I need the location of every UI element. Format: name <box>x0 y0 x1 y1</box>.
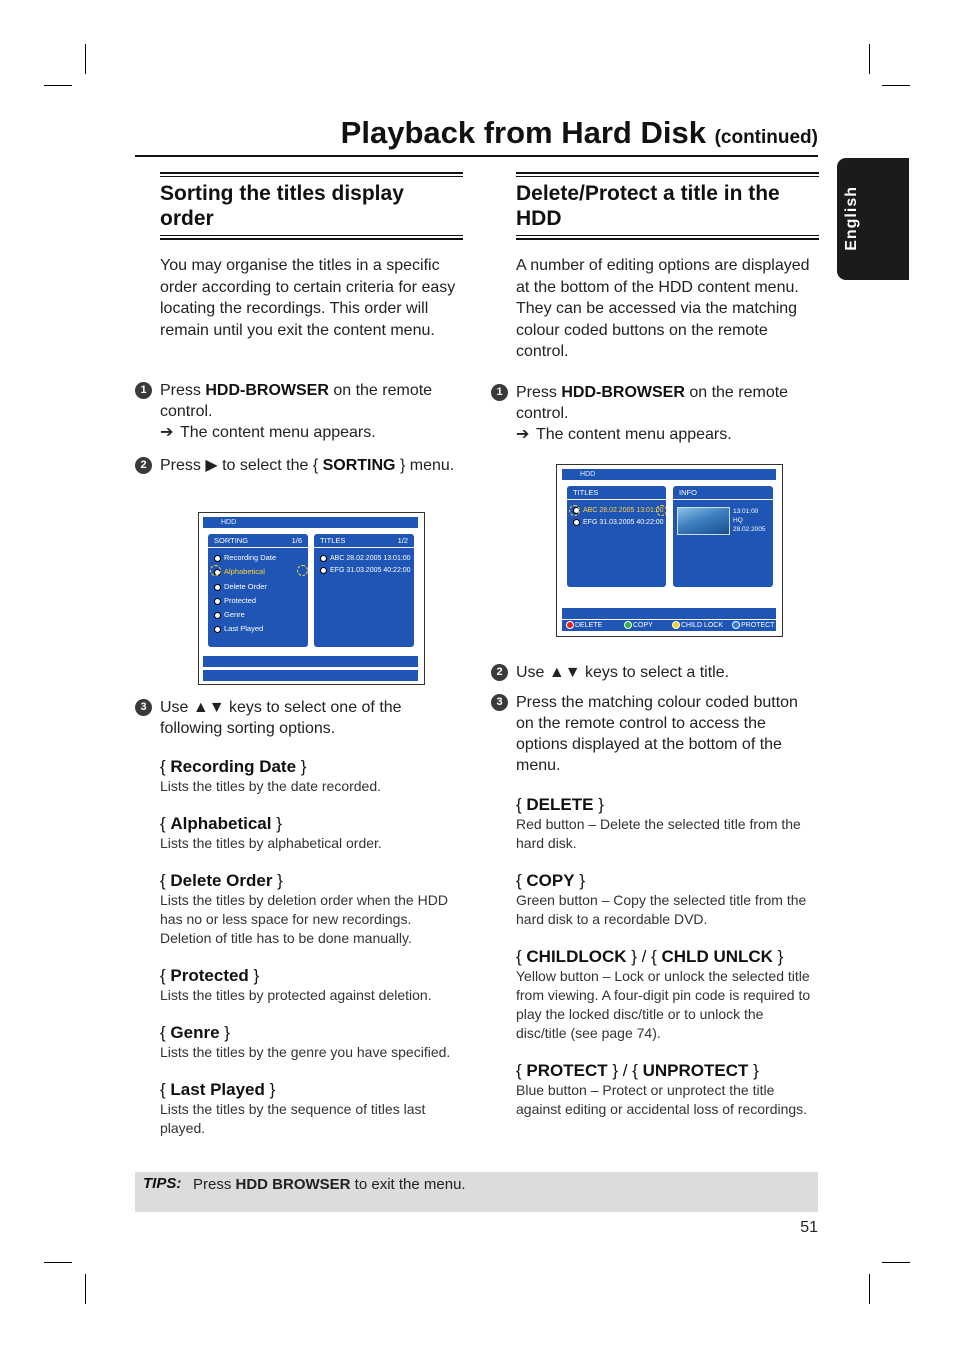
cursor-icon <box>569 505 580 516</box>
section-heading-text: Sorting the titles display order <box>160 182 404 230</box>
sort-option-delete-order: { Delete Order } Lists the titles by deletion order when the HDD has no or less space for new recordings. Deletion of title has to be done manually. <box>160 871 448 946</box>
osd-info-time: 13:01:00 <box>733 508 759 515</box>
play-right-icon: ▶ <box>205 457 218 474</box>
step-number: 3 <box>135 699 152 716</box>
title-continued: (continued) <box>714 127 818 148</box>
osd-sort-item: Protected <box>214 596 256 606</box>
osd-panel-header: SORTING 1/6 <box>208 534 308 548</box>
osd-info-date: 28.02.2005 <box>733 526 766 533</box>
section-heading-text: Delete/Protect a title in the HDD <box>516 182 780 230</box>
yellow-button-icon <box>672 621 680 629</box>
osd-sort-item: Delete Order <box>214 582 267 592</box>
tips-label: TIPS: <box>143 1175 182 1192</box>
delete-intro: A number of editing options are displayed at the bottom of the HDD content menu. They can be accessed via the matching colour coded buttons on the remote control. <box>516 257 810 361</box>
cursor-icon <box>656 505 667 516</box>
step-number: 2 <box>135 457 152 474</box>
page-title: Playback from Hard Disk (continued) <box>340 115 818 150</box>
sorting-menu-screenshot <box>198 512 425 685</box>
language-tab <box>837 158 909 280</box>
title-rule <box>135 155 818 157</box>
osd-bottom-bar <box>562 608 776 619</box>
osd-protect-button: PROTECT <box>732 620 774 631</box>
sort-option-alphabetical: { Alphabetical } Lists the titles by alphabetical order. <box>160 814 382 851</box>
tips-box <box>135 1172 818 1212</box>
step-number: 1 <box>491 384 508 401</box>
osd-title-row: ABC 28.02.2005 13:01:00 <box>320 554 411 564</box>
delete-step-2: 2 Use ▲▼ keys to select a title. <box>516 662 821 683</box>
crop-mark <box>85 44 86 74</box>
sorting-step-3: 3 Use ▲▼ keys to select one of the following sorting options. <box>160 697 465 739</box>
osd-info-panel <box>673 486 773 587</box>
crop-mark <box>85 1274 86 1304</box>
osd-panel-header: TITLES 1/2 <box>314 534 414 548</box>
edit-option-childlock: { CHILDLOCK } / { CHLD UNLCK } Yellow button – Lock or unlock the selected title from viewing. A four-digit pin code is required to play the locked disc/title or to unlock the disc/title (see page 74). <box>516 947 811 1041</box>
osd-panel-header: INFO <box>673 486 773 500</box>
osd-titles-panel <box>314 534 414 647</box>
edit-option-copy: { COPY } Green button – Copy the selected title from the hard disk to a recordable DVD. <box>516 871 807 927</box>
osd-sorting-panel <box>208 534 308 647</box>
osd-childlock-button: CHILD LOCK <box>672 620 723 631</box>
edit-option-protect: { PROTECT } / { UNPROTECT } Blue button – Protect or unprotect the title against editing or accidental loss of recordings. <box>516 1061 808 1117</box>
edit-option-delete: { DELETE } Red button – Delete the selected title from the hard disk. <box>516 795 801 851</box>
crop-mark <box>869 1274 870 1304</box>
osd-sort-item: Last Played <box>214 624 263 634</box>
page-number: 51 <box>800 1219 818 1236</box>
title-thumbnail <box>677 507 730 535</box>
osd-title-row: EFG 31.03.2005 40:22:00 <box>320 566 411 576</box>
result-arrow-icon: ➔ <box>516 426 530 443</box>
crop-mark <box>44 1262 72 1263</box>
section-heading-sorting <box>160 172 463 240</box>
cursor-icon <box>210 565 221 576</box>
sort-option-recording-date: { Recording Date } Lists the titles by the date recorded. <box>160 757 382 794</box>
blue-button-icon <box>732 621 740 629</box>
crop-mark <box>882 85 910 86</box>
step-number: 3 <box>491 694 508 711</box>
osd-info-quality: HQ <box>733 517 743 524</box>
osd-button-bar <box>562 620 776 631</box>
sorting-step-1: 1 Press HDD-BROWSER on the remote control. ➔ The content menu appears. <box>160 380 465 443</box>
sorting-intro: You may organise the titles in a specific order according to certain criteria for easy locating the recordings. This order will remain until you exit the content menu. <box>160 257 456 339</box>
result-arrow-icon: ➔ <box>160 424 174 441</box>
crop-mark <box>44 85 72 86</box>
osd-top-bar: HDD <box>203 517 418 528</box>
tips-text: Press HDD BROWSER to exit the menu. <box>193 1176 466 1193</box>
step-number: 1 <box>135 382 152 399</box>
osd-bottom-bar <box>203 656 418 667</box>
delete-step-3: 3 Press the matching colour coded button on the remote control to access the options displayed at the bottom of the menu. <box>516 692 816 776</box>
osd-bottom-bar <box>203 670 418 681</box>
step-number: 2 <box>491 664 508 681</box>
cursor-icon <box>297 565 308 576</box>
sorting-step-2: 2 Press ▶ to select the { SORTING } menu. <box>160 455 465 476</box>
delete-menu-screenshot <box>556 464 783 637</box>
language-tab-label: English <box>843 186 860 251</box>
osd-titles-panel <box>567 486 666 587</box>
osd-delete-button: DELETE <box>566 620 602 631</box>
section-heading-delete-protect <box>516 172 819 240</box>
crop-mark <box>882 1262 910 1263</box>
osd-title-row: EFG 31.03.2005 40:22:00 <box>573 518 664 528</box>
osd-sort-item: Recording Date <box>214 553 276 563</box>
red-button-icon <box>566 621 574 629</box>
green-button-icon <box>624 621 632 629</box>
osd-sort-item-selected: Alphabetical <box>214 567 265 577</box>
osd-sort-item: Genre <box>214 610 245 620</box>
osd-copy-button: COPY <box>624 620 653 631</box>
sort-option-protected: { Protected } Lists the titles by protected against deletion. <box>160 966 432 1003</box>
osd-title-row-selected: ABC 28.02.2005 13:01:00 <box>573 506 664 516</box>
sort-option-genre: { Genre } Lists the titles by the genre you have specified. <box>160 1023 451 1060</box>
delete-step-1: 1 Press HDD-BROWSER on the remote control. ➔ The content menu appears. <box>516 382 821 445</box>
sort-option-last-played: { Last Played } Lists the titles by the sequence of titles last played. <box>160 1080 426 1136</box>
osd-top-bar: HDD <box>562 469 776 480</box>
crop-mark <box>869 44 870 74</box>
osd-panel-header: TITLES <box>567 486 666 500</box>
